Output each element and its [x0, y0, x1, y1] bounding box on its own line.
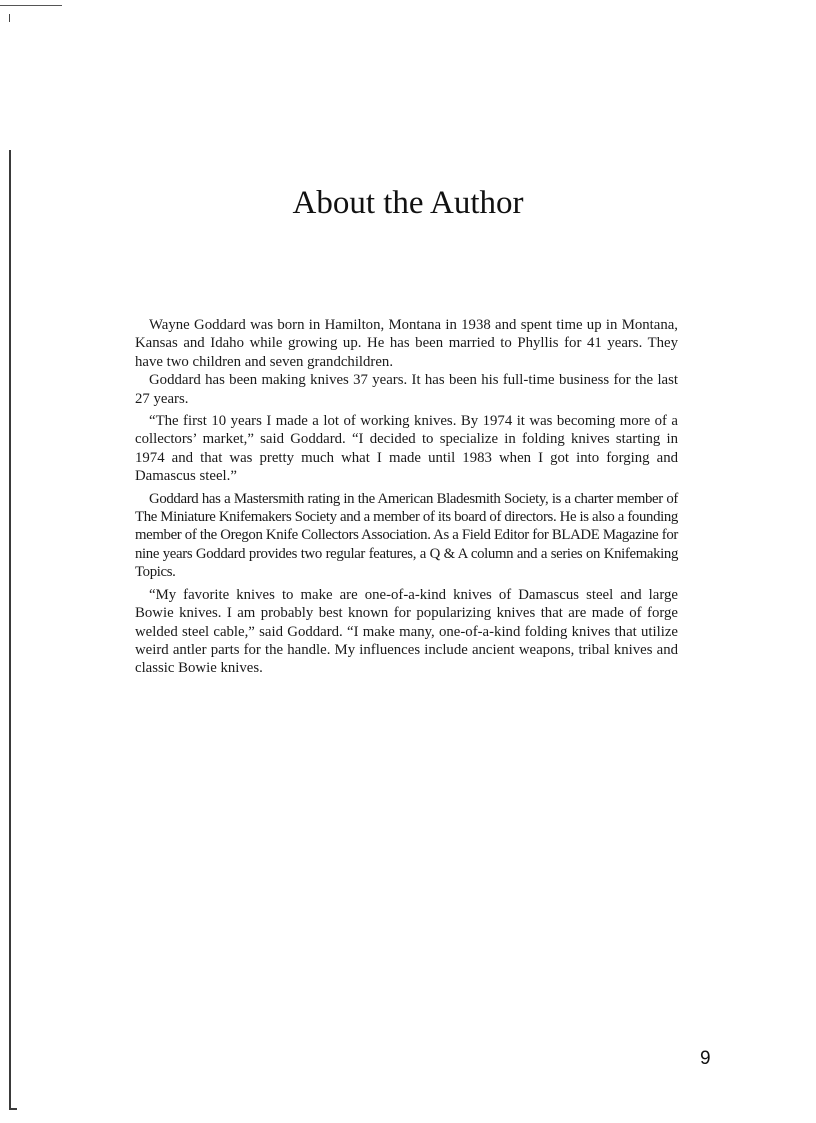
page-title: About the Author [292, 185, 524, 221]
page-binding-edge [9, 150, 11, 1110]
page-number: 9 [700, 1048, 711, 1069]
paragraph-career-length: Goddard has been making knives 37 years. It has been his full-time business for the last 27 years. [135, 372, 678, 407]
article-body [135, 316, 678, 678]
paragraph-birth: Wayne Goddard was born in Hamilton, Montana in 1938 and spent time up in Montana, Kansas and Idaho while growing up. He has been married to Phyllis for 41 years. They have two children and seven grandchildren. [135, 317, 678, 370]
paragraph-memberships: Goddard has a Mastersmith rating in the American Bladesmith Society, is a charter member of The Miniature Knifemakers Society and a member of its board of directors. He is also a founding member of the Oregon Knife Collectors Association. As a Field Editor for BLADE Magazine for nine years Goddard provides two regular features, a Q & A column and a series on Knifemaking Topics. [135, 490, 678, 581]
crop-tick-mark [9, 14, 10, 22]
page-binding-edge-foot [9, 1108, 17, 1110]
top-crop-rule [0, 5, 62, 6]
paragraph-first-years: “The first 10 years I made a lot of working knives. By 1974 it was becoming more of a collectors’ market,” said Goddard. “I decided to specialize in folding knives starting in 1974 and that was pretty much what I made until 1983 when I got into forging and Damascus steel.” [135, 413, 678, 485]
paragraph-favorite-knives: “My favorite knives to make are one-of-a-kind knives of Damascus steel and large Bowie knives. I am probably best known for popularizing knives that are made of forge welded steel cable,” said Goddard. “I make many, one-of-a-kind folding knives that utilize weird antler parts for the handle. My influences include ancient weapons, tribal knives and classic Bowie knives. [135, 586, 678, 677]
